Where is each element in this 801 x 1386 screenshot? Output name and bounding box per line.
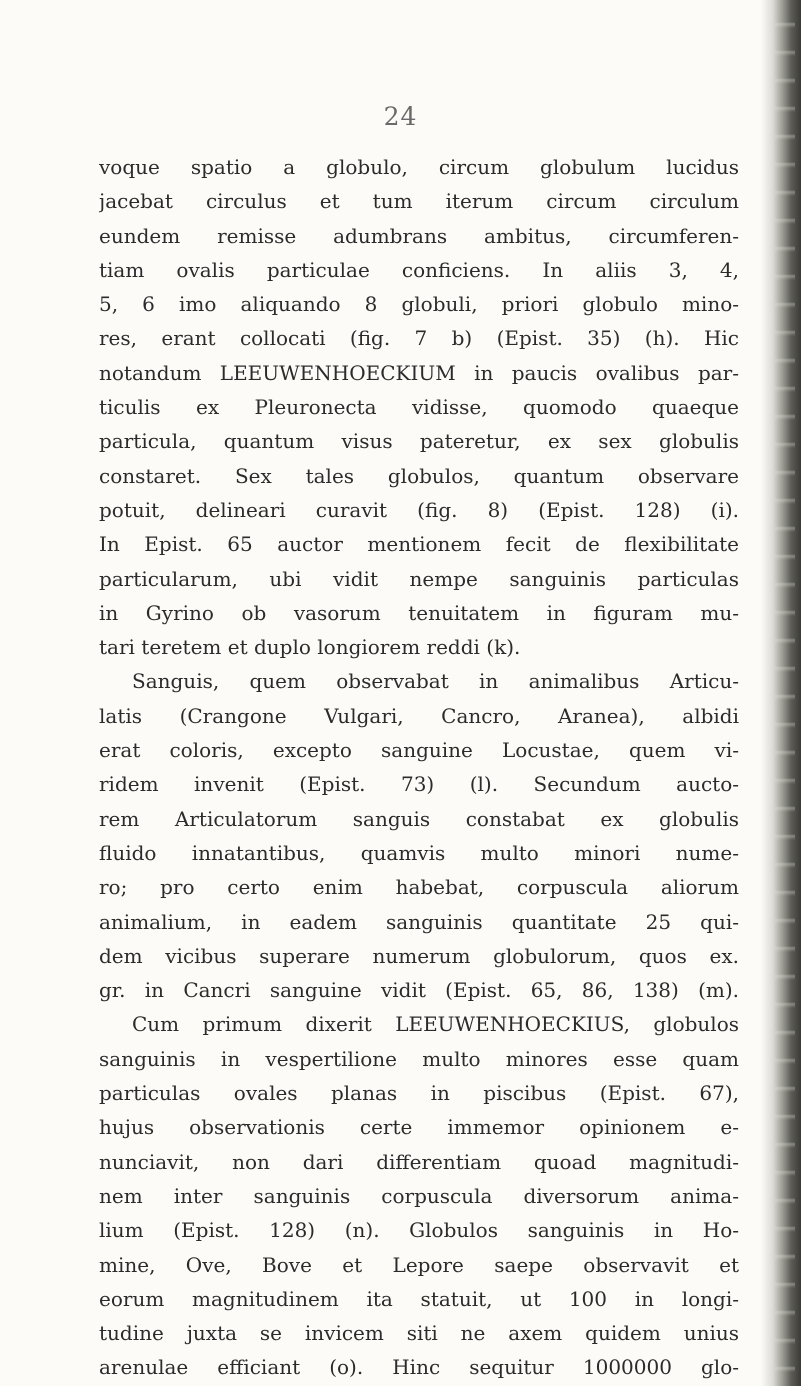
text-line: 5, 6 imo aliquando 8 globuli, priori globulo mino- <box>99 292 739 317</box>
page-number: 24 <box>383 102 418 131</box>
text-line: tudine juxta se invicem siti ne axem quidem unius <box>99 1321 739 1346</box>
text-line: eundem remisse adumbrans ambitus, circumferen- <box>99 223 739 248</box>
text-line: in Gyrino ob vasorum tenuitatem in figuram mu- <box>99 600 739 625</box>
text-line: sanguinis in vespertilione multo minores esse quam <box>99 1046 739 1071</box>
text-line: In Epist. 65 auctor mentionem fecit de flexibilitate <box>99 532 739 557</box>
text-line: latis (Crangone Vulgari, Cancro, Aranea), albidi <box>99 703 739 728</box>
text-line: eorum magnitudinem ita statuit, ut 100 in longi- <box>99 1286 739 1311</box>
text-line: voque spatio a globulo, circum globulum lucidus <box>99 155 739 179</box>
text-line: particularum, ubi vidit nempe sanguinis particulas <box>99 566 739 591</box>
text-line: erat coloris, excepto sanguine Locustae, quem vi- <box>99 738 739 763</box>
text-line: tiam ovalis particulae conficiens. In aliis 3, 4, <box>99 257 739 282</box>
text-line: nunciavit, non dari differentiam quoad magnitudi- <box>99 1149 739 1174</box>
text-line: notandum LEEUWENHOECKIUM in paucis ovalibus par- <box>99 360 739 385</box>
text-line: ridem invenit (Epist. 73) (l). Secundum aucto- <box>99 772 739 797</box>
text-line: particula, quantum visus pateretur, ex sex globulis <box>99 429 739 454</box>
text-line: hujus observationis certe immemor opinionem e- <box>99 1115 739 1140</box>
text-line: Cum primum dixerit LEEUWENHOECKIUS, globulos <box>132 1012 739 1037</box>
text-line: particulas ovales planas in piscibus (Epist. 67), <box>99 1081 739 1106</box>
text-line: tari teretem et duplo longiorem reddi (k). <box>99 635 521 660</box>
text-line: fluido innatantibus, quamvis multo minori nume- <box>99 840 739 865</box>
text-line: lium (Epist. 128) (n). Globulos sanguinis in Ho- <box>99 1218 739 1243</box>
text-line: jacebat circulus et tum iterum circum circulum <box>99 189 739 214</box>
text-line: mine, Ove, Bove et Lepore saepe observavit et <box>99 1252 739 1277</box>
text-line: dem vicibus superare numerum globulorum, quos ex. <box>99 943 739 968</box>
text-line: ticulis ex Pleuronecta vidisse, quomodo quaeque <box>99 395 739 420</box>
text-line: arenulae efficiant (o). Hinc sequitur 1000000 glo- <box>99 1355 739 1380</box>
text-line: Sanguis, quem observabat in animalibus Articu- <box>132 669 739 694</box>
text-line: rem Articulatorum sanguis constabat ex globulis <box>99 806 739 831</box>
text-line: nem inter sanguinis corpuscula diversorum anima- <box>99 1183 739 1208</box>
text-line: ro; pro certo enim habebat, corpuscula aliorum <box>99 875 739 900</box>
text-line: constaret. Sex tales globulos, quantum observare <box>99 463 739 488</box>
text-line: animalium, in eadem sanguinis quantitate 25 qui- <box>99 909 739 934</box>
text-line: gr. in Cancri sanguine vidit (Epist. 65, 86, 138) (m). <box>99 978 739 1003</box>
text-line: potuit, delineari curavit (fig. 8) (Epist. 128) (i). <box>99 497 739 522</box>
body-text <box>99 150 739 1385</box>
text-line: res, erant collocati (fig. 7 b) (Epist. 35) (h). Hic <box>99 326 739 351</box>
page-edge-texture <box>775 0 795 1386</box>
